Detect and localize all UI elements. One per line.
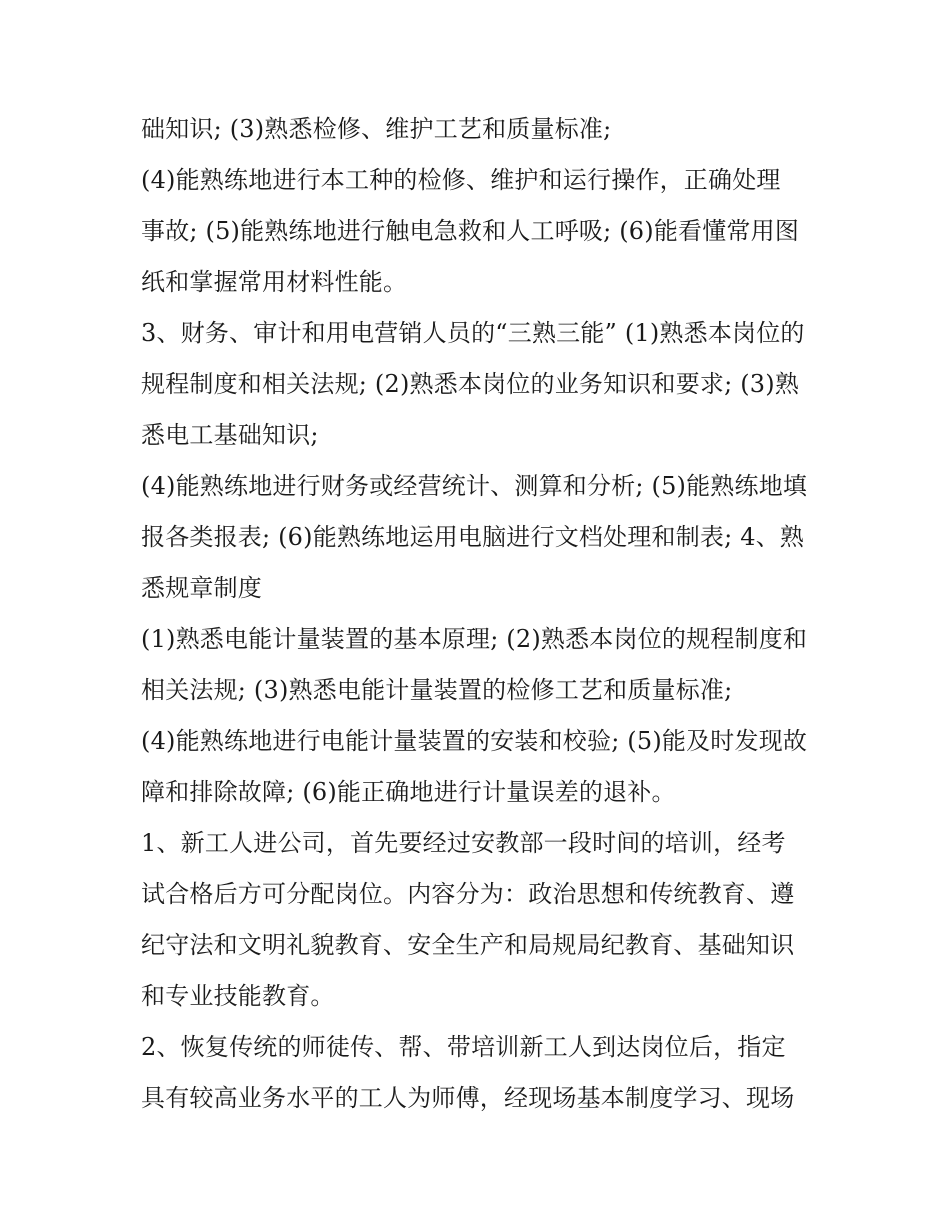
text-line: (4)能熟练地进行本工种的检修、维护和运行操作，正确处理	[141, 166, 781, 194]
text-line: 纸和掌握常用材料性能。	[141, 268, 408, 296]
text-line: 纪守法和文明礼貌教育、安全生产和局规局纪教育、基础知识	[141, 931, 795, 959]
text-line: (4)能熟练地进行财务或经营统计、测算和分析; (5)能熟练地填	[141, 472, 808, 500]
text-line: 相关法规; (3)熟悉电能计量装置的检修工艺和质量标准;	[141, 676, 733, 704]
text-line: 和专业技能教育。	[141, 982, 335, 1010]
text-line: 2、恢复传统的师徒传、帮、带培训新工人到达岗位后，指定	[141, 1033, 786, 1061]
text-line: 3、财务、审计和用电营销人员的“三熟三能” (1)熟悉本岗位的	[141, 319, 805, 347]
text-line: 础知识; (3)熟悉检修、维护工艺和质量标准;	[141, 115, 612, 143]
text-line: (4)能熟练地进行电能计量装置的安装和校验; (5)能及时发现故	[141, 727, 808, 755]
text-line: 悉电工基础知识;	[141, 421, 319, 449]
text-line: 事故; (5)能熟练地进行触电急救和人工呼吸; (6)能看懂常用图	[141, 217, 800, 245]
text-line: 规程制度和相关法规; (2)熟悉本岗位的业务知识和要求; (3)熟	[141, 370, 800, 398]
text-line: 试合格后方可分配岗位。内容分为：政治思想和传统教育、遵	[141, 880, 795, 908]
text-line: 报各类报表; (6)能熟练地运用电脑进行文档处理和制表; 4、熟	[141, 523, 805, 551]
text-line: 悉规章制度	[141, 574, 262, 602]
text-line: (1)熟悉电能计量装置的基本原理; (2)熟悉本岗位的规程制度和	[141, 625, 808, 653]
text-line: 障和排除故障; (6)能正确地进行计量误差的退补。	[141, 778, 676, 806]
text-line: 具有较高业务水平的工人为师傅，经现场基本制度学习、现场	[141, 1084, 795, 1112]
text-line: 1、新工人进公司，首先要经过安教部一段时间的培训，经考	[141, 829, 786, 857]
